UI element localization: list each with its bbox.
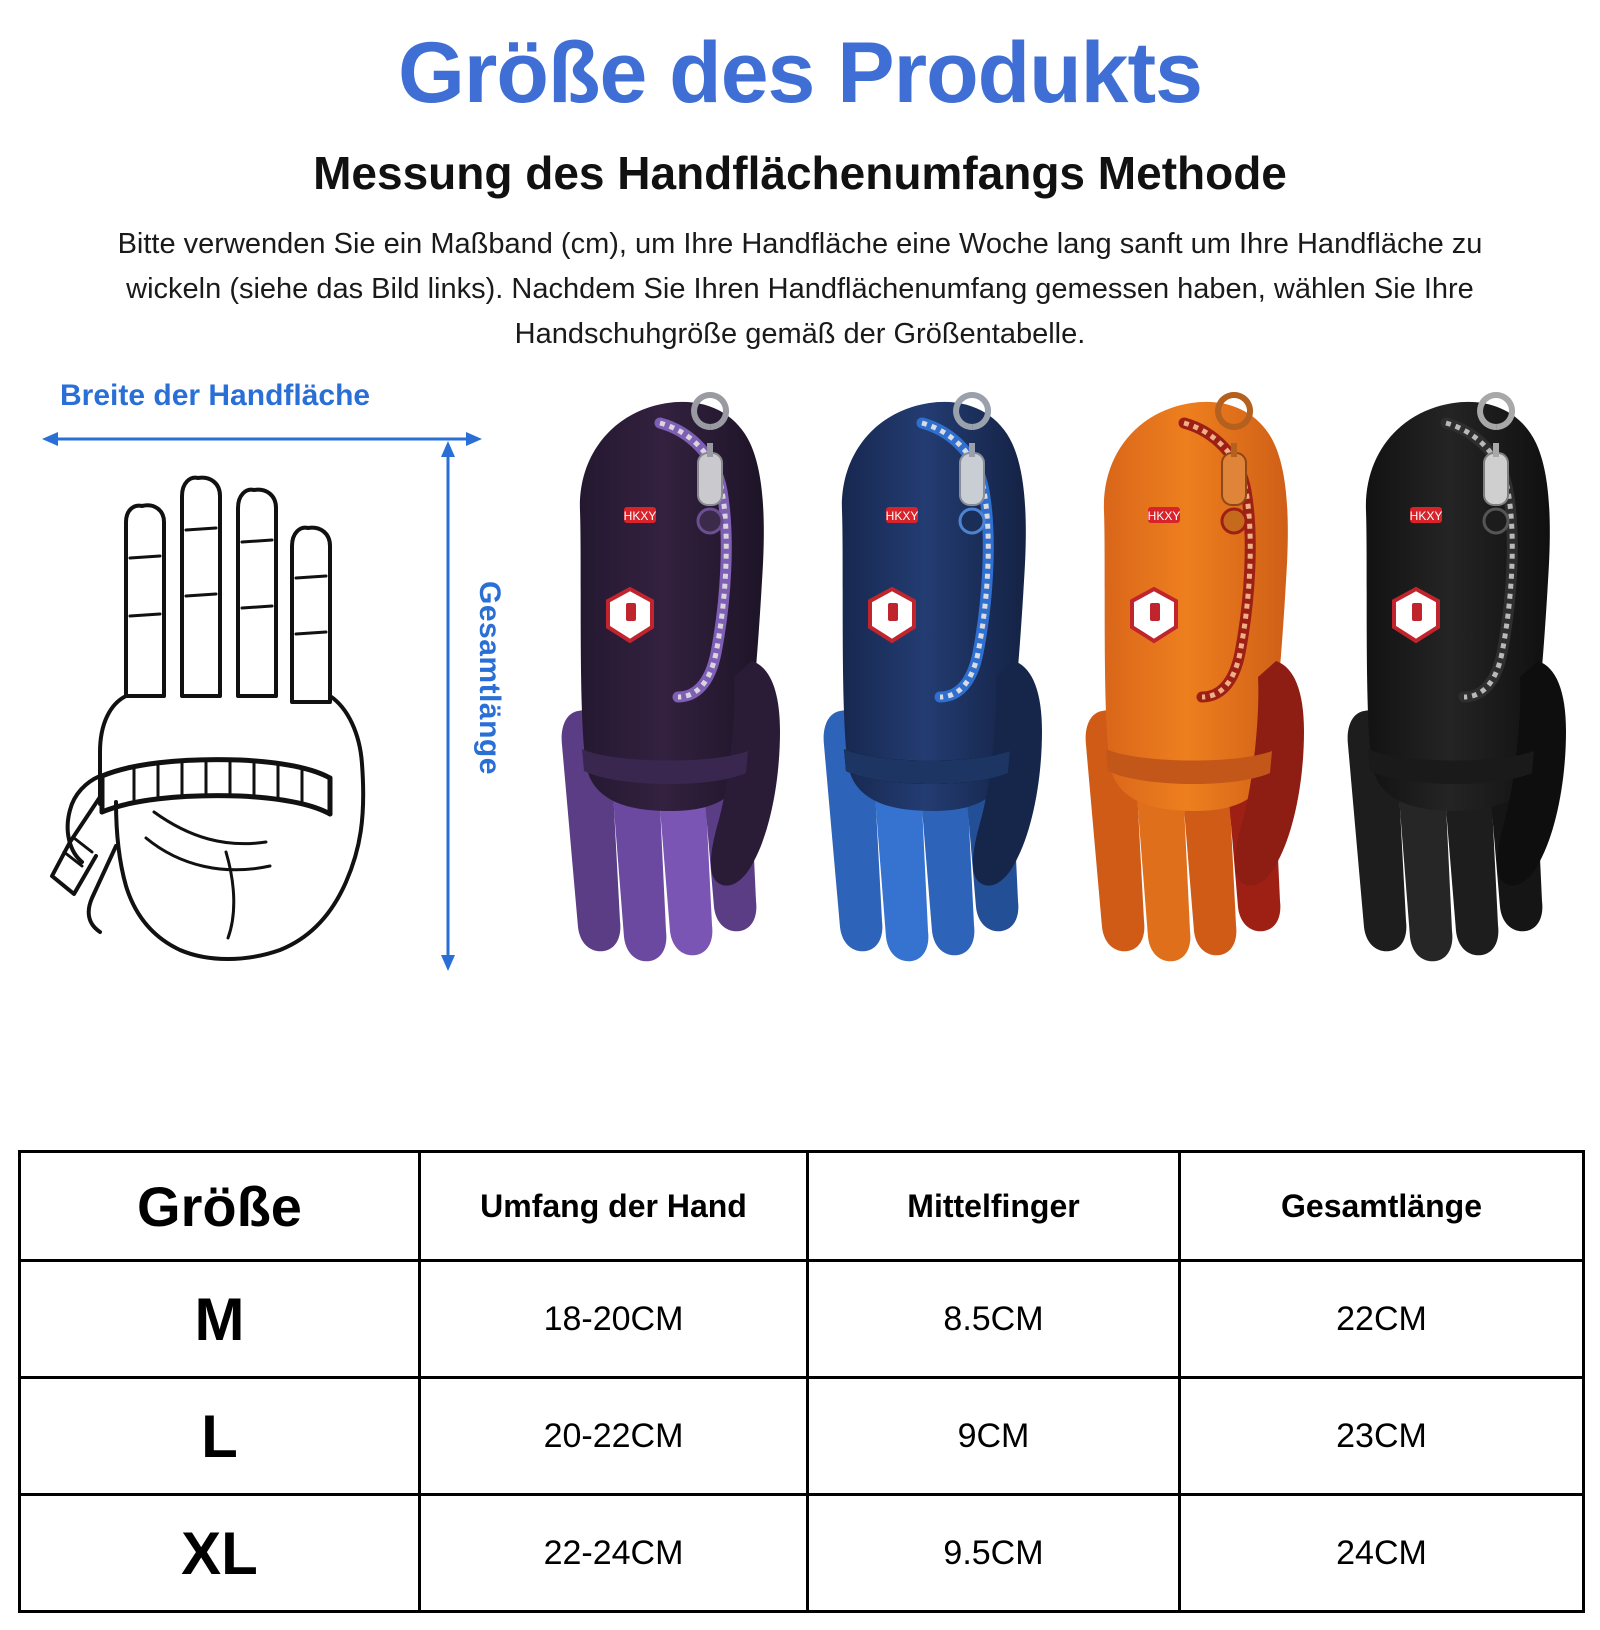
table-row <box>20 1261 1584 1378</box>
cell-size: XL <box>20 1495 420 1612</box>
cell-total-length: 24CM <box>1180 1495 1584 1612</box>
svg-text:HKXY: HKXY <box>623 508 657 523</box>
cell-middle-finger: 9.5CM <box>808 1495 1180 1612</box>
cell-size: M <box>20 1261 420 1378</box>
glove-product-photos <box>520 361 1590 981</box>
palm-width-arrow-icon <box>42 431 482 447</box>
glove-image-orange <box>1044 361 1314 981</box>
svg-text:HKXY: HKXY <box>1409 508 1443 523</box>
glove-image-black <box>1306 361 1576 981</box>
table-row <box>20 1378 1584 1495</box>
glove-image-navy <box>782 361 1052 981</box>
glove-image-purple <box>520 361 790 981</box>
cell-total-length: 23CM <box>1180 1378 1584 1495</box>
cell-hand-circumference: 22-24CM <box>420 1495 808 1612</box>
hand-measure-diagram <box>20 371 520 971</box>
cell-size: L <box>20 1378 420 1495</box>
table-row <box>20 1495 1584 1612</box>
palm-width-label: Breite der Handfläche <box>60 378 371 412</box>
hand-outline-icon <box>30 446 450 966</box>
svg-text:HKXY: HKXY <box>885 508 919 523</box>
measurement-instructions: Bitte verwenden Sie ein Maßband (cm), um Ihre Handfläche eine Woche lang sanft um Ihre Handfläche zu wickeln (siehe das Bild links). Nachdem Sie Ihren Handflächenumfang gemessen haben, wählen Sie Ihre Handschuhgröße gemäß der Größentabelle. <box>117 228 1483 350</box>
page-title: Größe des Produkts <box>398 25 1202 121</box>
illustration-area <box>0 371 1600 981</box>
column-header-hand-circumference: Umfang der Hand <box>420 1152 808 1261</box>
svg-text:HKXY: HKXY <box>1147 508 1181 523</box>
cell-middle-finger: 8.5CM <box>808 1261 1180 1378</box>
column-header-middle-finger: Mittelfinger <box>808 1152 1180 1261</box>
cell-middle-finger: 9CM <box>808 1378 1180 1495</box>
total-length-label: Gesamtlänge <box>473 580 506 775</box>
table-header-row <box>20 1152 1584 1261</box>
size-chart-table <box>18 1150 1585 1613</box>
cell-hand-circumference: 18-20CM <box>420 1261 808 1378</box>
cell-hand-circumference: 20-22CM <box>420 1378 808 1495</box>
cell-total-length: 22CM <box>1180 1261 1584 1378</box>
column-header-size: Größe <box>20 1152 420 1261</box>
column-header-total-length: Gesamtlänge <box>1180 1152 1584 1261</box>
page-subtitle: Messung des Handflächenumfangs Methode <box>313 147 1287 199</box>
